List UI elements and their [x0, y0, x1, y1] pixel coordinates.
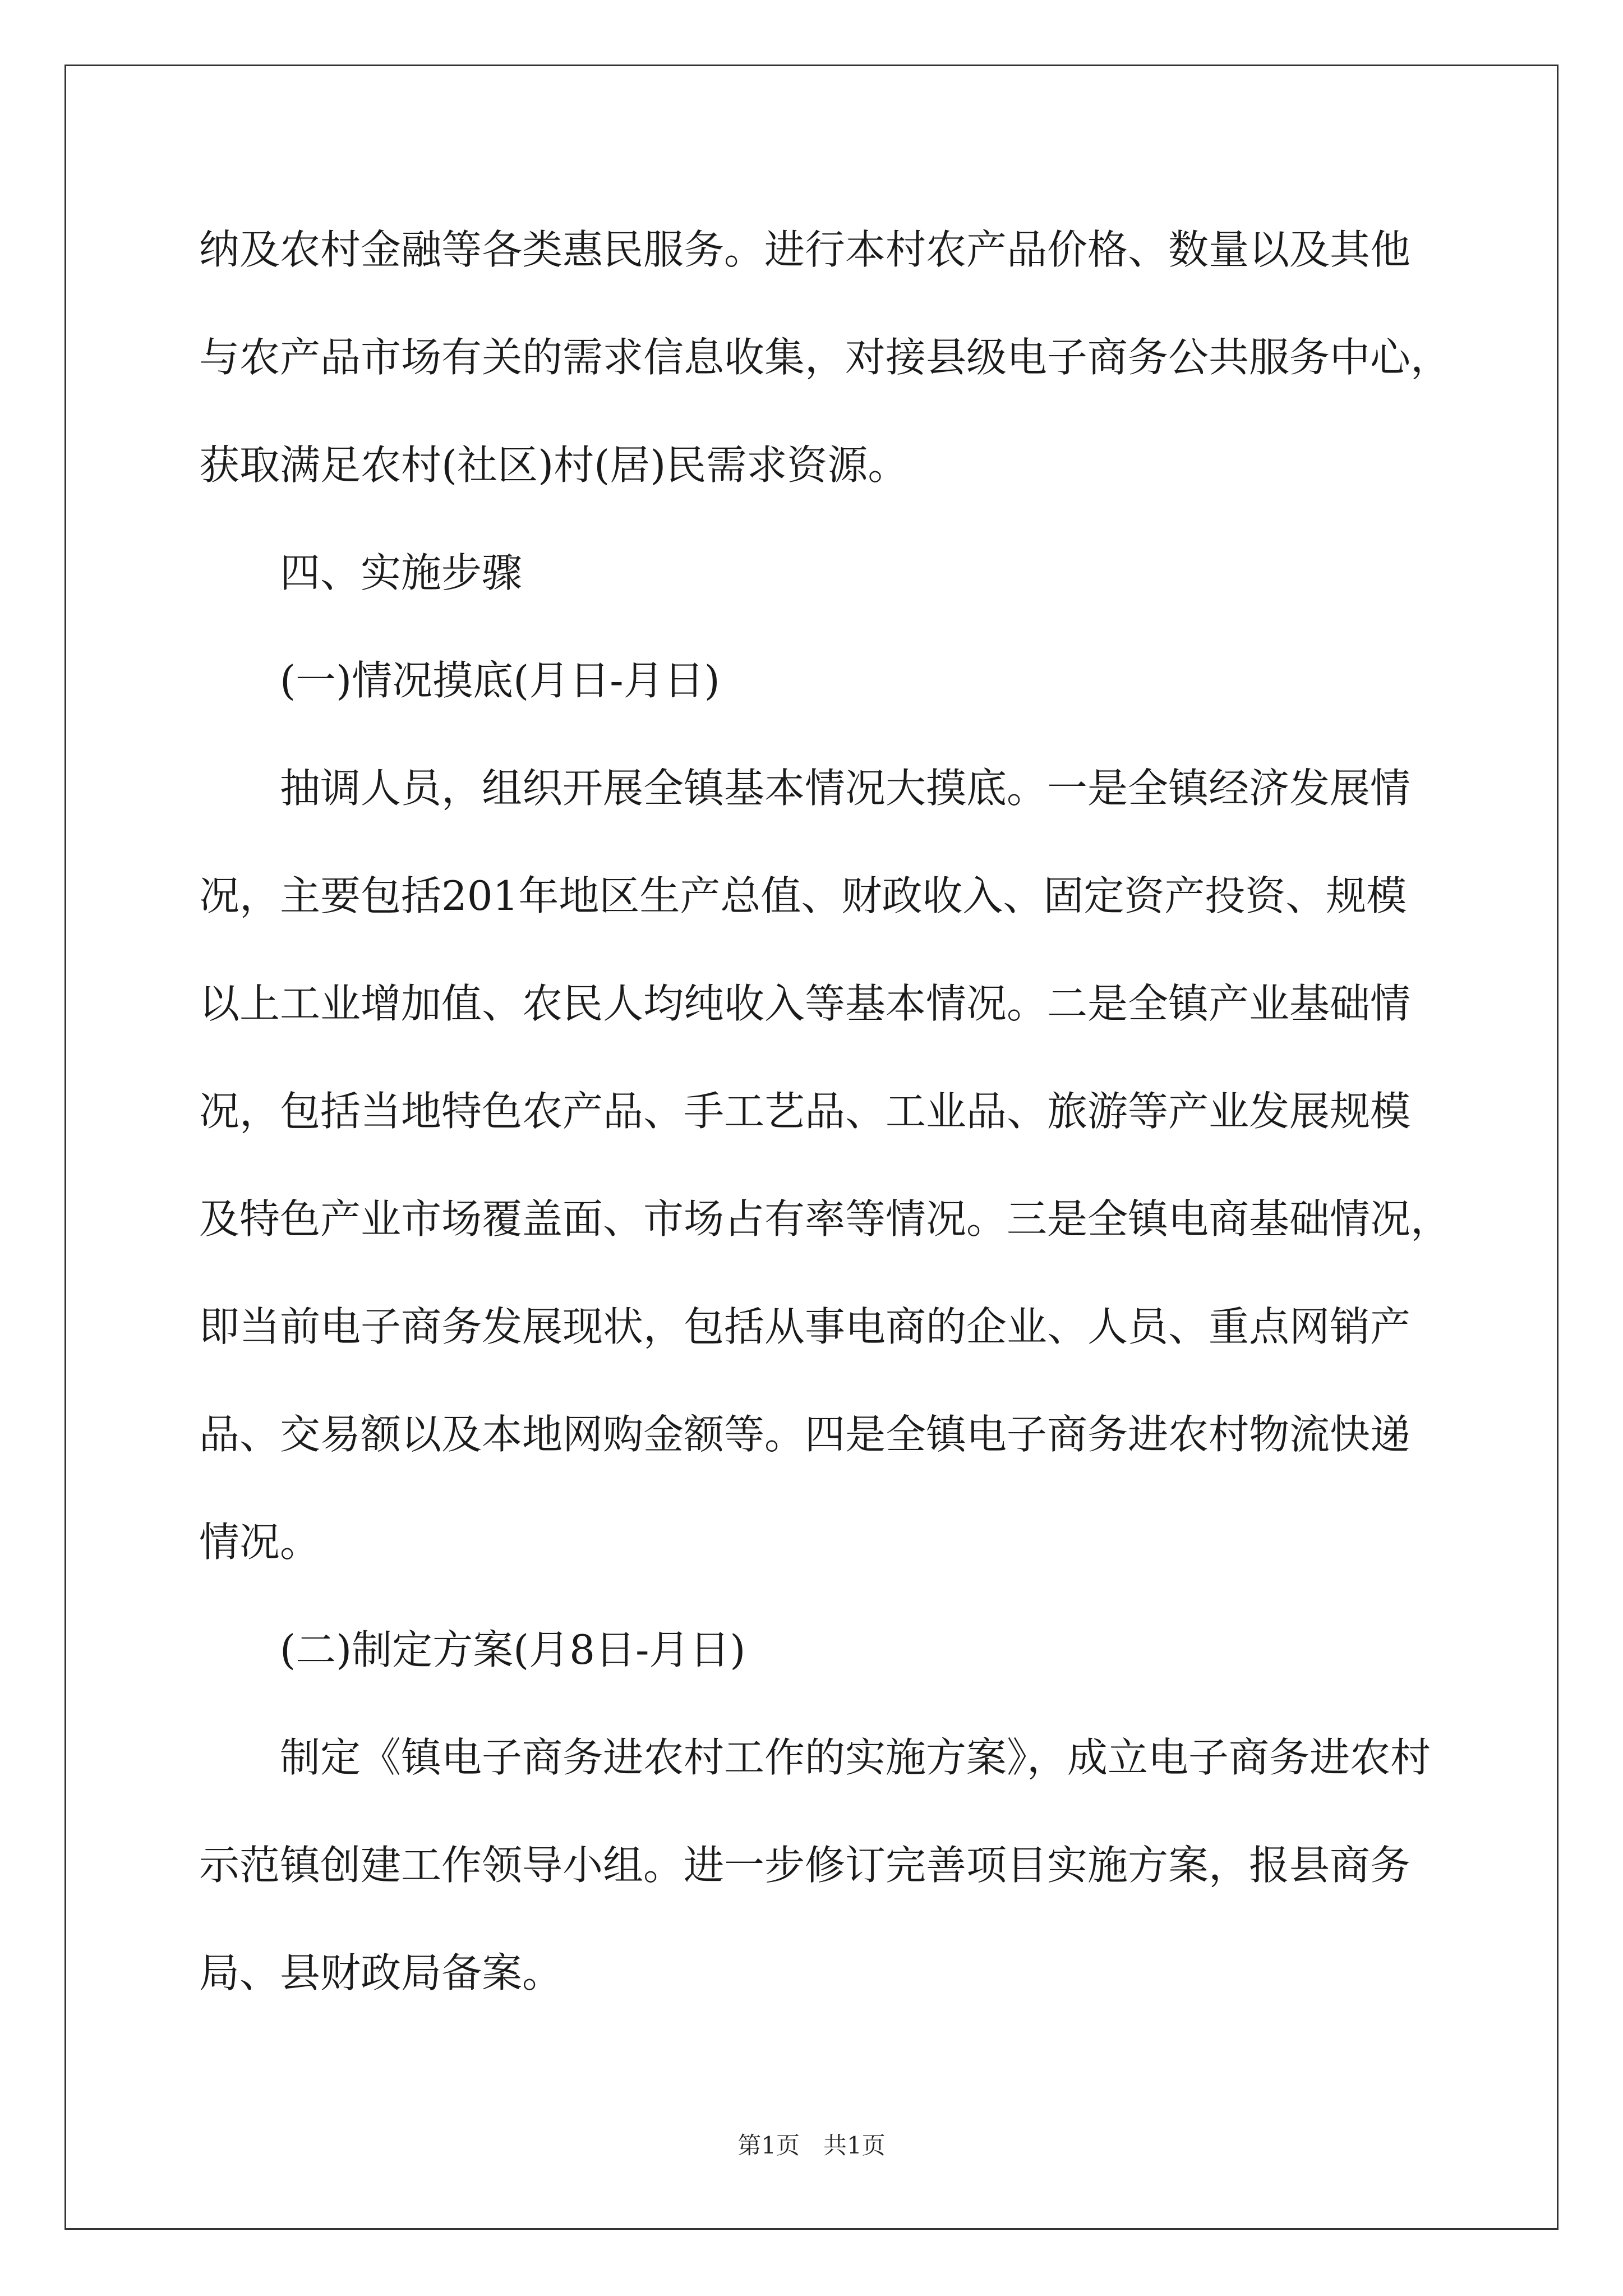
text-line: 示范镇创建工作领导小组。进一步修订完善项目实施方案，报县商务 [199, 1842, 1411, 1889]
text-line: 局、县财政局备案。 [199, 1949, 563, 1996]
text-line: 与农产品市场有关的需求信息收集，对接县级电子商务公共服务中心， [199, 334, 1451, 381]
text-line: 纳及农村金融等各类惠民服务。进行本村农产品价格、数量以及其他 [199, 226, 1411, 273]
subsection-heading: (二)制定方案(月8日-月日) [280, 1626, 746, 1673]
text-line: 况，主要包括201年地区生产总值、财政收入、固定资产投资、规模 [199, 872, 1407, 919]
subsection-heading: (一)情况摸底(月日-月日) [280, 657, 720, 704]
section-heading: 四、实施步骤 [280, 549, 523, 596]
text-line: 情况。 [199, 1519, 321, 1566]
text-line: 品、交易额以及本地网购金额等。四是全镇电子商务进农村物流快递 [199, 1411, 1411, 1458]
text-line: 即当前电子商务发展现状，包括从事电商的企业、人员、重点网销产 [199, 1303, 1411, 1350]
text-line: 况，包括当地特色农产品、手工艺品、工业品、旅游等产业发展规模 [199, 1088, 1411, 1135]
text-line: 抽调人员，组织开展全镇基本情况大摸底。一是全镇经济发展情 [280, 765, 1411, 812]
text-line: 获取满足农村(社区)村(居)民需求资源。 [199, 441, 909, 489]
text-line: 制定《镇电子商务进农村工作的实施方案》，成立电子商务进农村 [280, 1734, 1431, 1781]
text-line: 以上工业增加值、农民人均纯收入等基本情况。二是全镇产业基础情 [199, 980, 1411, 1027]
text-line: 及特色产业市场覆盖面、市场占有率等情况。三是全镇电商基础情况， [199, 1195, 1451, 1243]
page-number: 第1页 共1页 [737, 2132, 886, 2159]
